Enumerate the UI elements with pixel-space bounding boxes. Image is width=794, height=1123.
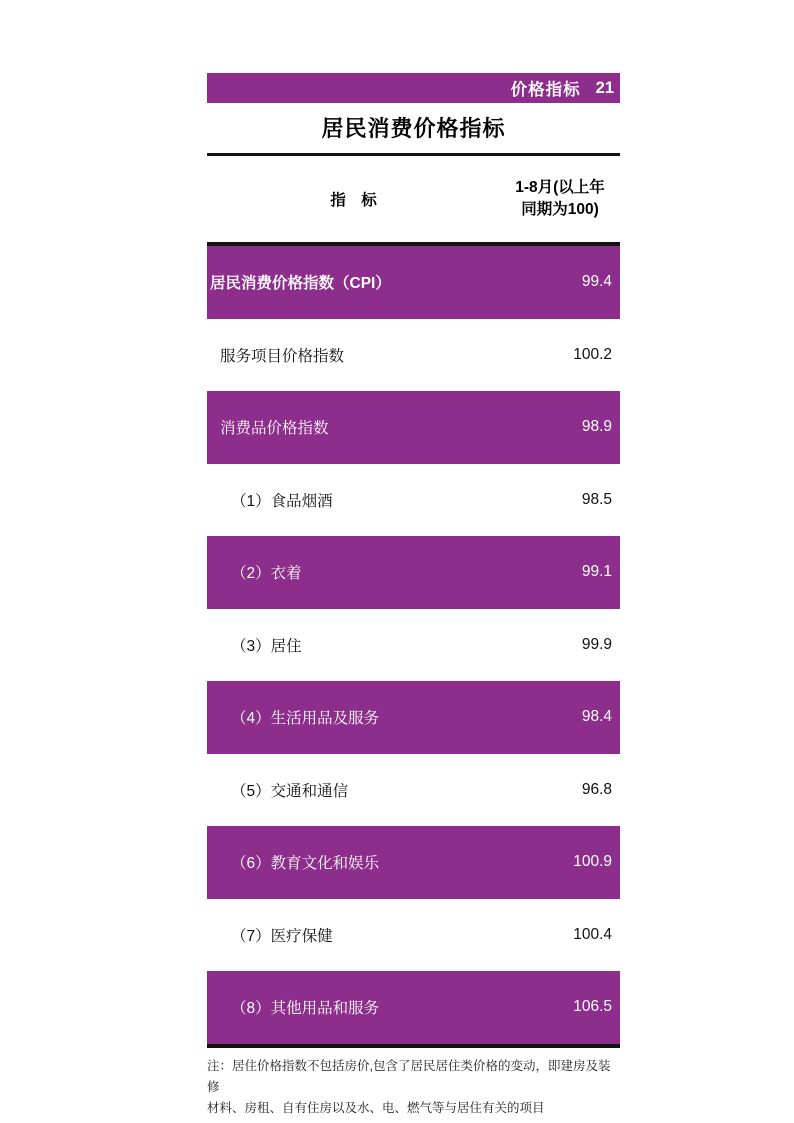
- table-row: [207, 391, 620, 464]
- row-label: （4）生活用品及服务: [231, 710, 380, 728]
- row-value: 98.4: [581, 708, 612, 726]
- table-row: [207, 971, 620, 1044]
- row-label: 服务项目价格指数: [220, 347, 345, 365]
- table-row: [207, 754, 620, 827]
- row-label: （8）其他用品和服务: [231, 1000, 380, 1018]
- row-label: 居民消费价格指数（CPI）: [210, 275, 391, 293]
- column-header-period: [500, 177, 620, 221]
- table-row: [207, 609, 620, 682]
- table-row: [207, 246, 620, 319]
- footnote: [207, 1056, 620, 1119]
- row-label: 消费品价格指数: [220, 420, 329, 438]
- row-value: 98.9: [581, 418, 612, 436]
- row-value: 99.4: [581, 273, 612, 291]
- row-label: （3）居住: [231, 637, 302, 655]
- section-header-bar: [207, 73, 620, 103]
- row-label: （7）医疗保健: [231, 927, 333, 945]
- table-bottom-border: [207, 1044, 620, 1048]
- row-label: （5）交通和通信: [231, 782, 349, 800]
- column-header-indicator: 指 标: [330, 192, 377, 209]
- row-label: （2）衣着: [231, 565, 302, 583]
- table-row: [207, 536, 620, 609]
- page-title: 居民消费价格指标: [321, 116, 506, 141]
- page-number: 21: [595, 78, 614, 97]
- row-value: 99.9: [581, 635, 612, 653]
- indicator-table: [207, 246, 620, 1044]
- row-value: 100.9: [573, 853, 612, 871]
- footnote-line1: 注：居住价格指数不包括房价,包含了居民居住类价格的变动，即建房及装修: [207, 1058, 611, 1094]
- table-row: [207, 826, 620, 899]
- row-label: （6）教育文化和娱乐: [231, 855, 380, 873]
- row-label: （1）食品烟酒: [231, 492, 333, 510]
- column-header-period-line2: 同期为100): [521, 201, 599, 218]
- row-value: 106.5: [573, 998, 612, 1016]
- row-value: 99.1: [581, 563, 612, 581]
- content-column: [207, 73, 620, 1119]
- table-row: [207, 681, 620, 754]
- table-row: [207, 319, 620, 392]
- footnote-line2: 材料、房租、自有住房以及水、电、燃气等与居住有关的项目: [207, 1100, 545, 1115]
- section-label: 价格指标: [510, 81, 581, 99]
- row-value: 98.5: [581, 490, 612, 508]
- row-value: 100.2: [573, 345, 612, 363]
- column-header-period-line1: 1-8月(以上年: [515, 179, 605, 196]
- table-column-headers: [207, 156, 620, 242]
- table-row: [207, 899, 620, 972]
- row-value: 100.4: [573, 925, 612, 943]
- row-value: 96.8: [581, 780, 612, 798]
- table-row: [207, 464, 620, 537]
